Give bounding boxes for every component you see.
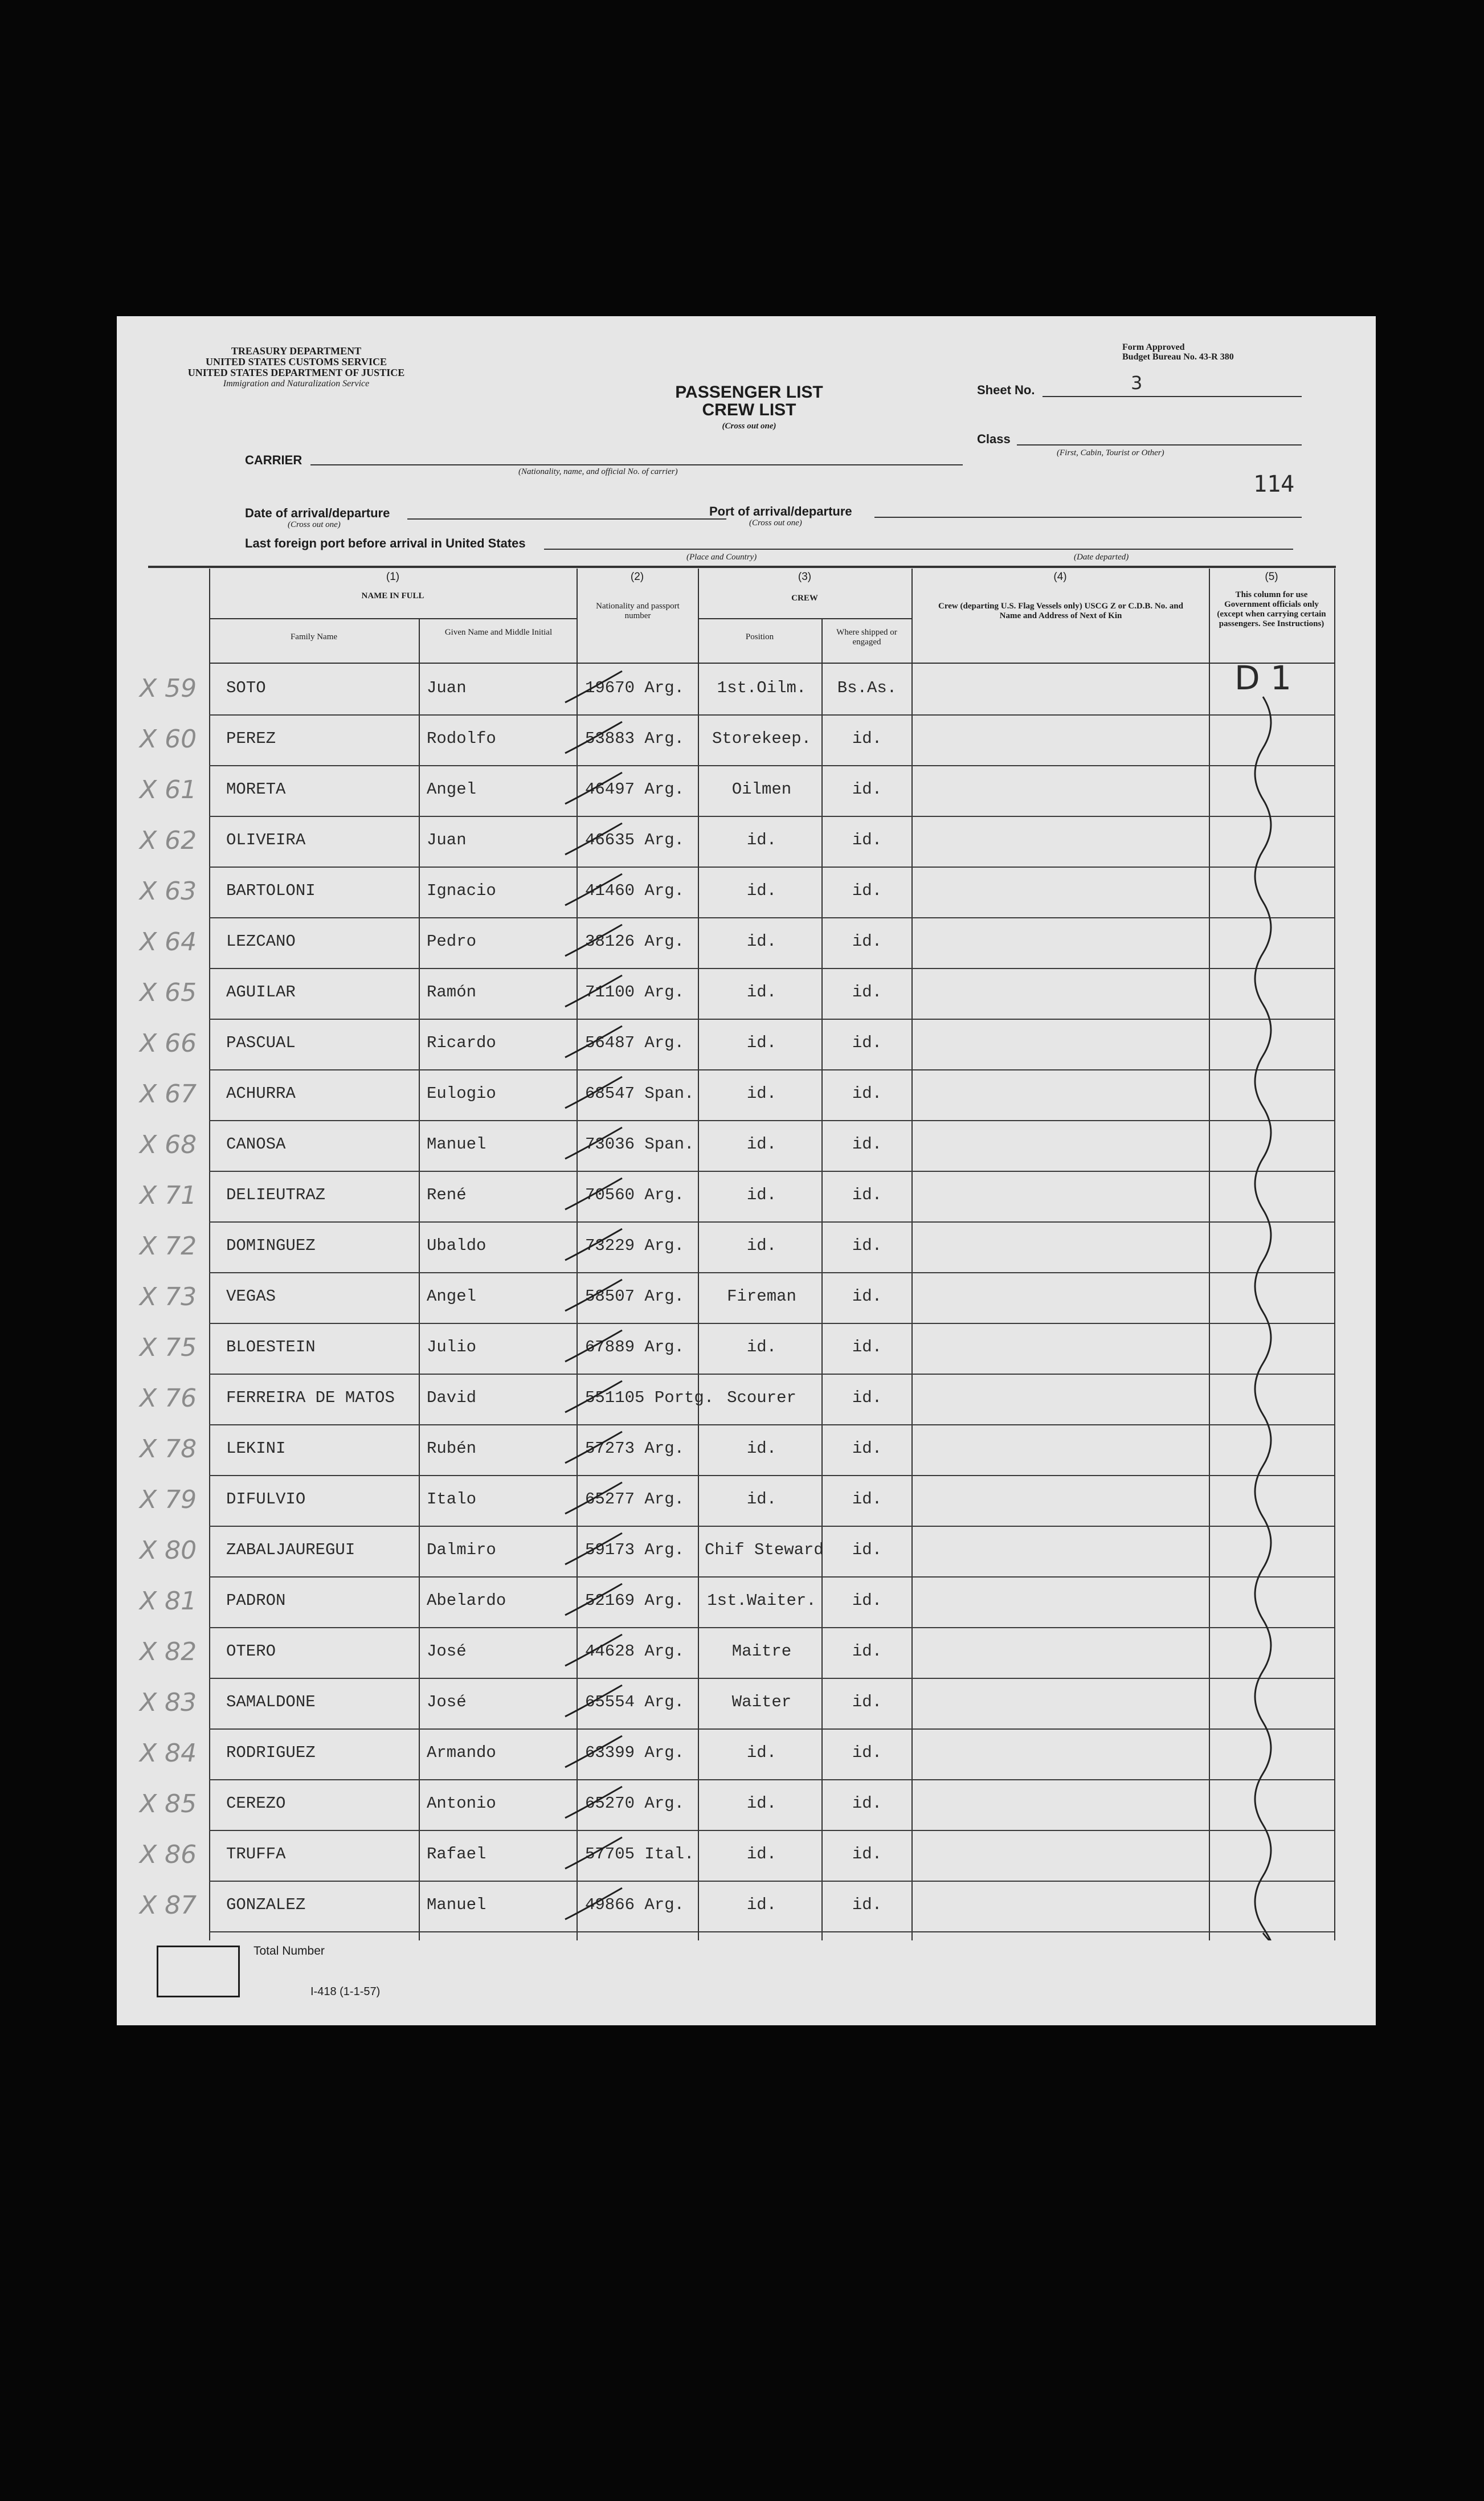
col3-number: (3) <box>798 571 812 583</box>
where-shipped: id. <box>852 1540 882 1559</box>
given-name: Rodolfo <box>427 729 496 748</box>
dept-line: UNITED STATES CUSTOMS SERVICE <box>206 356 387 367</box>
check-mark-icon <box>559 770 628 815</box>
column5-wavy-line <box>1209 663 1334 1940</box>
margin-mark: X 85 <box>140 1789 197 1818</box>
check-mark-icon <box>559 1784 628 1829</box>
crew-position: id. <box>746 1033 777 1052</box>
given-name: Italo <box>427 1490 477 1509</box>
sheet-line <box>1043 396 1302 397</box>
given-name: Ricardo <box>427 1033 496 1052</box>
table-row <box>209 867 1334 918</box>
nationality-passport: 56487 Arg. <box>585 1033 685 1052</box>
table-row <box>209 816 1334 868</box>
col1b-header: Given Name and Middle Initial <box>444 628 553 637</box>
form-approval <box>1122 342 1234 362</box>
where-shipped: id. <box>852 1033 882 1052</box>
crew-position: id. <box>746 983 777 1002</box>
nationality-passport: 67889 Arg. <box>585 1338 685 1356</box>
nationality-passport: 46497 Arg. <box>585 780 685 799</box>
nationality-passport: 65554 Arg. <box>585 1693 685 1711</box>
col-border <box>1334 569 1335 1940</box>
where-shipped: id. <box>852 729 882 748</box>
header-rule <box>148 566 1336 568</box>
where-shipped: id. <box>852 1135 882 1154</box>
margin-mark: X 86 <box>140 1840 197 1869</box>
page-number: 114 <box>1253 471 1295 497</box>
margin-mark: X 80 <box>140 1536 197 1565</box>
check-mark-icon <box>559 1175 628 1221</box>
col2-title: Nationality and passport number <box>596 602 680 620</box>
col5-number: (5) <box>1265 571 1278 583</box>
check-mark-icon <box>559 1480 628 1525</box>
given-name: Manuel <box>427 1135 487 1154</box>
given-name: Angel <box>427 780 477 799</box>
table-row <box>209 1627 1334 1679</box>
check-mark-icon <box>559 1327 628 1373</box>
crew-table <box>209 569 1334 1940</box>
form-approved: Form Approved <box>1122 342 1185 352</box>
col5-title: This column for use Government officials only (except when carrying certain passengers. See Instructions) <box>1217 590 1326 628</box>
date-line <box>407 518 726 520</box>
nationality-passport: 73036 Span. <box>585 1135 694 1154</box>
sheet-number: 3 <box>1131 372 1143 394</box>
nationality-passport: 63399 Arg. <box>585 1743 685 1762</box>
given-name: Abelardo <box>427 1591 506 1610</box>
margin-mark: X 81 <box>140 1587 197 1616</box>
nationality-passport: 57705 Ital. <box>585 1845 694 1864</box>
col1-number: (1) <box>386 571 400 583</box>
given-name: Ignacio <box>427 881 496 900</box>
table-row <box>209 1576 1334 1628</box>
crew-position: Maitre <box>731 1642 792 1661</box>
crew-position: Storekeep. <box>712 729 812 748</box>
family-name: ZABALJAUREGUI <box>226 1540 355 1559</box>
family-name: DELIEUTRAZ <box>226 1186 326 1204</box>
check-mark-icon <box>559 1023 628 1069</box>
where-shipped: id. <box>852 1186 882 1204</box>
date-departed-note: (Date departed) <box>1074 553 1129 562</box>
margin-mark: X 84 <box>140 1739 197 1768</box>
given-name: René <box>427 1186 467 1204</box>
family-name: BLOESTEIN <box>226 1338 316 1356</box>
crew-position: Fireman <box>727 1287 796 1306</box>
where-shipped: Bs.As. <box>837 679 897 697</box>
family-name: GONZALEZ <box>226 1895 306 1914</box>
date-label: Date of arrival/departure <box>245 506 390 520</box>
title-note: (Cross out one) <box>722 422 776 431</box>
family-name: RODRIGUEZ <box>226 1743 316 1762</box>
check-mark-icon <box>559 719 628 765</box>
check-mark-icon <box>559 1125 628 1170</box>
port-line <box>874 517 1302 518</box>
nationality-passport: 44628 Arg. <box>585 1642 685 1661</box>
crew-position: id. <box>746 1236 777 1255</box>
given-name: Ramón <box>427 983 477 1002</box>
col4-title: Crew (departing U.S. Flag Vessels only) USCG Z or C.D.B. No. and Name and Address of Next of Kin <box>938 602 1183 620</box>
table-row <box>209 1272 1334 1324</box>
class-label: Class <box>977 432 1011 446</box>
family-name: OLIVEIRA <box>226 831 306 849</box>
margin-mark: X 72 <box>140 1232 197 1261</box>
dept-line: TREASURY DEPARTMENT <box>231 345 362 357</box>
table-row <box>209 1475 1334 1527</box>
last-port-label: Last foreign port before arrival in United States <box>245 536 526 550</box>
family-name: PEREZ <box>226 729 276 748</box>
given-name: David <box>427 1388 477 1407</box>
dept-subline: Immigration and Naturalization Service <box>223 379 370 389</box>
check-mark-icon <box>559 1226 628 1272</box>
col5-mark: D 1 <box>1234 659 1291 697</box>
crew-position: Oilmen <box>731 780 792 799</box>
check-mark-icon <box>559 1682 628 1728</box>
nationality-passport: 70560 Arg. <box>585 1186 685 1204</box>
crew-position: id. <box>746 831 777 849</box>
sheet-label: Sheet No. <box>977 383 1035 397</box>
margin-mark: X 73 <box>140 1282 197 1311</box>
table-row <box>209 1678 1334 1730</box>
nationality-passport: 71100 Arg. <box>585 983 685 1002</box>
check-mark-icon <box>559 820 628 866</box>
check-mark-icon <box>559 1378 628 1424</box>
department-header <box>137 346 456 389</box>
crew-position: 1st.Oilm. <box>717 679 807 697</box>
col3-title: CREW <box>791 594 818 603</box>
budget-bureau: Budget Bureau No. 43-R 380 <box>1122 352 1234 362</box>
nationality-passport: 58507 Arg. <box>585 1287 685 1306</box>
family-name: CANOSA <box>226 1135 286 1154</box>
nationality-passport: 46635 Arg. <box>585 831 685 849</box>
margin-mark: X 64 <box>140 927 197 957</box>
where-shipped: id. <box>852 1591 882 1610</box>
family-name: TRUFFA <box>226 1845 286 1864</box>
table-row <box>209 1374 1334 1425</box>
where-shipped: id. <box>852 1236 882 1255</box>
margin-mark: X 62 <box>140 826 197 855</box>
given-name: Armando <box>427 1743 496 1762</box>
crew-position: id. <box>746 1186 777 1204</box>
family-name: VEGAS <box>226 1287 276 1306</box>
table-row <box>209 1323 1334 1375</box>
given-name: Angel <box>427 1287 477 1306</box>
where-shipped: id. <box>852 1642 882 1661</box>
table-row <box>209 1779 1334 1831</box>
margin-mark: X 66 <box>140 1029 197 1058</box>
family-name: SOTO <box>226 679 266 697</box>
total-number-label: Total Number <box>254 1944 325 1958</box>
given-name: Eulogio <box>427 1084 496 1103</box>
family-name: DOMINGUEZ <box>226 1236 316 1255</box>
family-name: FERREIRA DE MATOS <box>226 1388 395 1407</box>
crew-position: id. <box>746 1794 777 1813</box>
check-mark-icon <box>559 1277 628 1322</box>
check-mark-icon <box>559 1429 628 1474</box>
col3a-header: Position <box>745 632 774 641</box>
family-name: AGUILAR <box>226 983 296 1002</box>
margin-mark: X 82 <box>140 1637 197 1666</box>
given-name: Manuel <box>427 1895 487 1914</box>
nationality-passport: 65270 Arg. <box>585 1794 685 1813</box>
table-row <box>209 1171 1334 1223</box>
check-mark-icon <box>559 668 628 714</box>
given-name: Dalmiro <box>427 1540 496 1559</box>
family-name: OTERO <box>226 1642 276 1661</box>
col1a-header: Family Name <box>290 632 338 641</box>
nationality-passport: 68547 Span. <box>585 1084 694 1103</box>
crew-position: id. <box>746 1845 777 1864</box>
table-row <box>209 1069 1334 1121</box>
col3-divider <box>698 618 911 619</box>
margin-mark: X 60 <box>140 725 197 754</box>
given-name: Rubén <box>427 1439 477 1458</box>
table-row <box>209 1019 1334 1070</box>
table-row <box>209 1728 1334 1780</box>
date-departed-line <box>940 549 1293 550</box>
col2-number: (2) <box>630 571 644 583</box>
col3b-header: Where shipped or engaged <box>836 628 897 647</box>
col1-title: NAME IN FULL <box>361 591 424 600</box>
check-mark-icon <box>559 922 628 967</box>
crew-list-form <box>117 316 1376 2025</box>
where-shipped: id. <box>852 1794 882 1813</box>
nationality-passport: 73229 Arg. <box>585 1236 685 1255</box>
table-row <box>209 714 1334 766</box>
given-name: Juan <box>427 679 467 697</box>
total-number-box <box>157 1946 240 1997</box>
check-mark-icon <box>559 1632 628 1677</box>
family-name: LEKINI <box>226 1439 286 1458</box>
carrier-note: (Nationality, name, and official No. of carrier) <box>518 467 678 476</box>
where-shipped: id. <box>852 831 882 849</box>
nationality-passport: 53883 Arg. <box>585 729 685 748</box>
given-name: Ubaldo <box>427 1236 487 1255</box>
margin-mark: X 59 <box>140 674 197 703</box>
nationality-passport: 41460 Arg. <box>585 881 685 900</box>
dept-line: UNITED STATES DEPARTMENT OF JUSTICE <box>187 367 405 378</box>
crew-position: id. <box>746 881 777 900</box>
where-shipped: id. <box>852 1895 882 1914</box>
crew-position: id. <box>746 932 777 951</box>
margin-mark: X 78 <box>140 1435 197 1464</box>
crew-position: id. <box>746 1439 777 1458</box>
given-name: Juan <box>427 831 467 849</box>
carrier-label: CARRIER <box>245 453 302 467</box>
class-line <box>1017 444 1302 446</box>
port-cross-out: (Cross out one) <box>749 518 802 528</box>
where-shipped: id. <box>852 1388 882 1407</box>
table-row <box>209 664 1334 716</box>
where-shipped: id. <box>852 1084 882 1103</box>
margin-mark: X 76 <box>140 1384 197 1413</box>
place-note: (Place and Country) <box>686 553 757 562</box>
table-row <box>209 1120 1334 1172</box>
crew-position: id. <box>746 1743 777 1762</box>
nationality-passport: 19670 Arg. <box>585 679 685 697</box>
col4-number: (4) <box>1053 571 1067 583</box>
crew-position: id. <box>746 1084 777 1103</box>
where-shipped: id. <box>852 1490 882 1509</box>
family-name: SAMALDONE <box>226 1693 316 1711</box>
where-shipped: id. <box>852 780 882 799</box>
margin-mark: X 87 <box>140 1891 197 1920</box>
crew-position: id. <box>746 1135 777 1154</box>
date-cross-out: (Cross out one) <box>288 520 341 529</box>
family-name: MORETA <box>226 780 286 799</box>
margin-mark: X 71 <box>140 1181 197 1210</box>
table-row <box>209 1830 1334 1882</box>
where-shipped: id. <box>852 1338 882 1356</box>
where-shipped: id. <box>852 1693 882 1711</box>
family-name: BARTOLONI <box>226 881 316 900</box>
crew-position: Waiter <box>731 1693 792 1711</box>
margin-mark: X 65 <box>140 978 197 1007</box>
where-shipped: id. <box>852 1439 882 1458</box>
crew-position: id. <box>746 1895 777 1914</box>
family-name: ACHURRA <box>226 1084 296 1103</box>
margin-mark: X 79 <box>140 1485 197 1514</box>
family-name: PASCUAL <box>226 1033 296 1052</box>
table-row <box>209 765 1334 817</box>
given-name: Rafael <box>427 1845 487 1864</box>
port-label: Port of arrival/departure <box>709 504 852 518</box>
check-mark-icon <box>559 972 628 1018</box>
given-name: Antonio <box>427 1794 496 1813</box>
family-name: PADRON <box>226 1591 286 1610</box>
check-mark-icon <box>559 1834 628 1880</box>
check-mark-icon <box>559 1074 628 1119</box>
class-note: (First, Cabin, Tourist or Other) <box>1057 448 1164 457</box>
family-name: CEREZO <box>226 1794 286 1813</box>
where-shipped: id. <box>852 932 882 951</box>
nationality-passport: 551105 Portg. <box>585 1388 714 1407</box>
crew-position: Scourer <box>727 1388 796 1407</box>
given-name: Pedro <box>427 932 477 951</box>
col1-divider <box>209 618 577 619</box>
nationality-passport: 57273 Arg. <box>585 1439 685 1458</box>
last-port-line <box>544 549 943 550</box>
check-mark-icon <box>559 1733 628 1779</box>
margin-mark: X 63 <box>140 877 197 906</box>
title-crew-list: CREW LIST <box>702 401 796 419</box>
nationality-passport: 38126 Arg. <box>585 932 685 951</box>
table-row <box>209 1424 1334 1476</box>
form-number: I-418 (1-1-57) <box>310 1985 381 1998</box>
nationality-passport: 65277 Arg. <box>585 1490 685 1509</box>
where-shipped: id. <box>852 1743 882 1762</box>
where-shipped: id. <box>852 983 882 1002</box>
family-name: DIFULVIO <box>226 1490 306 1509</box>
margin-mark: X 75 <box>140 1333 197 1362</box>
check-mark-icon <box>559 871 628 917</box>
table-row <box>209 917 1334 969</box>
table-row <box>209 1881 1334 1932</box>
title-passenger-list: PASSENGER LIST <box>675 383 823 402</box>
table-row <box>209 1526 1334 1578</box>
given-name: Julio <box>427 1338 477 1356</box>
nationality-passport: 59173 Arg. <box>585 1540 685 1559</box>
margin-mark: X 61 <box>140 775 197 804</box>
crew-position: id. <box>746 1338 777 1356</box>
where-shipped: id. <box>852 881 882 900</box>
table-row <box>209 968 1334 1020</box>
where-shipped: id. <box>852 1287 882 1306</box>
family-name: LEZCANO <box>226 932 296 951</box>
crew-position: 1st.Waiter. <box>707 1591 816 1610</box>
carrier-line <box>310 464 963 465</box>
given-name: José <box>427 1693 467 1711</box>
crew-position: id. <box>746 1490 777 1509</box>
given-name: José <box>427 1642 467 1661</box>
check-mark-icon <box>559 1530 628 1576</box>
nationality-passport: 52169 Arg. <box>585 1591 685 1610</box>
table-row <box>209 1221 1334 1273</box>
where-shipped: id. <box>852 1845 882 1864</box>
check-mark-icon <box>559 1885 628 1931</box>
nationality-passport: 49866 Arg. <box>585 1895 685 1914</box>
margin-mark: X 68 <box>140 1130 197 1159</box>
crew-position: Chif Steward <box>705 1540 824 1559</box>
margin-mark: X 67 <box>140 1080 197 1109</box>
check-mark-icon <box>559 1581 628 1627</box>
margin-mark: X 83 <box>140 1688 197 1717</box>
